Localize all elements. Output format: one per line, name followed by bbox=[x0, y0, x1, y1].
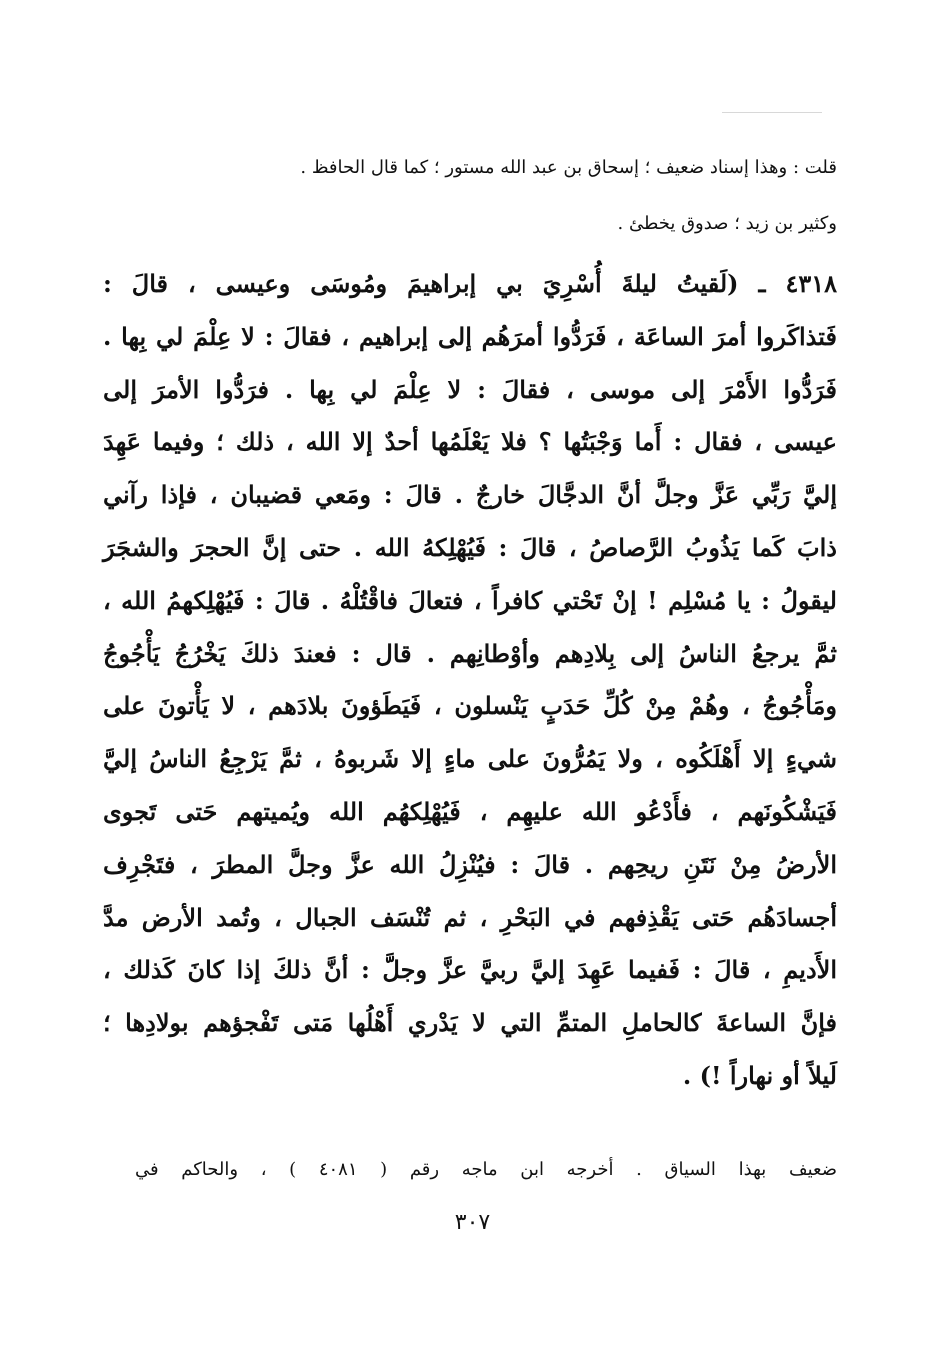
footnote: ضعيف بهذا السياق . أخرجه ابن ماجه رقم ( ٤٠٨١ ) ، والحاكم في bbox=[135, 1159, 837, 1180]
hadith-line: فَتذاكَروا أمرَ الساعَة ، فَرَدُّوا أمرَهُم إلى إبراهيم ، فقالَ : لا عِلْمَ لي بِها . bbox=[103, 321, 837, 351]
hadith-text bbox=[103, 258, 837, 1103]
hadith-line: لَيلاً أو نهاراً !) . bbox=[682, 1060, 837, 1090]
hadith-line: فَيَشْكُونَهم ، فأَدْعُو الله عليهِم ، فَيُهْلِكهُم الله ويُميتهم حَتى تَجوى bbox=[103, 796, 837, 826]
hadith-line: ٤٣١٨ ـ (لَقيتُ ليلةَ أُسْرِيَ بي إبراهيمَ ومُوسَى وعيسى ، قالَ : bbox=[103, 269, 837, 298]
hadith-line: ذابَ كَما يَذُوبُ الرَّصاصُ ، قالَ : فَيُهْلِكهُ الله . حتى إنَّ الحجرَ والشجَرَ bbox=[103, 532, 837, 562]
hadith-line: ثمَّ يرجعُ الناسُ إلى بِلادِهم وأوْطانِهم . قال : فعندَ ذلكَ يَخْرُجُ يَأْجُوجُ bbox=[103, 638, 837, 668]
hadith-line: الأَديمِ ، قالَ : فَفيما عَهِدَ إليَّ ربيَّ عزَّ وجلَّ : أنَّ ذلكَ إذا كانَ كَذلك ، bbox=[103, 955, 837, 985]
author-note bbox=[117, 140, 837, 252]
hadith-line: فَرَدُّوا الأَمْرَ إلى موسى ، فقالَ : لا عِلْمَ لي بِها . فرَدُّوا الأمرَ إلى bbox=[103, 374, 837, 404]
note-line: قلت : وهذا إسناد ضعيف ؛ إسحاق بن عبد الله مستور ؛ كما قال الحافظ . bbox=[300, 157, 837, 178]
hadith-line: إليَّ رَبِّي عَزَّ وجلَّ أنَّ الدجَّالَ خارجٌ . قالَ : ومَعي قضيبان ، فإذا رآني bbox=[103, 480, 837, 510]
hadith-line: ليقولُ : يا مُسْلِم ! إنْ تَحْتي كافراً ، فتعالَ فاقْتُلْهُ . قالَ : فَيُهْلِكهمُ الله ، bbox=[103, 585, 837, 615]
hadith-line: فإنَّ الساعةَ كالحاملِ المتمِّ التي لا يَدْري أَهْلُها مَتى تَفْجؤهم بولادِها ؛ bbox=[103, 1008, 837, 1038]
hadith-line: عيسى ، فقال : أَما وَجْبَتُها ؟ فلا يَعْلَمُها أحدٌ إلا الله ، ذلك ؛ وفيما عَهِدَ bbox=[103, 427, 837, 457]
hadith-line: أجسادَهُم حَتى يَقْذِفهم في البَحْرِ ، ثم تُنْسَف الجبال ، وتُمد الأرض مدَّ bbox=[103, 902, 837, 932]
hadith-line: ومَأْجُوجُ ، وهُمْ مِنْ كُلِّ حَدَبٍ يَنْسلون ، فَيَطَؤونَ بلادَهم ، لا يَأْتونَ على bbox=[103, 691, 837, 721]
page-number: ٣٠٧ bbox=[454, 1210, 491, 1235]
hadith-line: شيءٍ إلا أَهْلَكُوه ، ولا يَمُرُّونَ على ماءٍ إلا شَربوهُ ، ثمَّ يَرْجِعُ الناسُ إليَّ bbox=[103, 744, 837, 774]
header-rule bbox=[722, 112, 822, 113]
note-line: وكثير بن زيد ؛ صدوق يخطئ . bbox=[617, 213, 837, 234]
hadith-line: الأرضُ مِنْ نَتَنِ ريحِهم . قالَ : فيُنْزِلُ الله عزَّ وجلَّ المطرَ ، فتَجْرِف bbox=[103, 849, 837, 879]
